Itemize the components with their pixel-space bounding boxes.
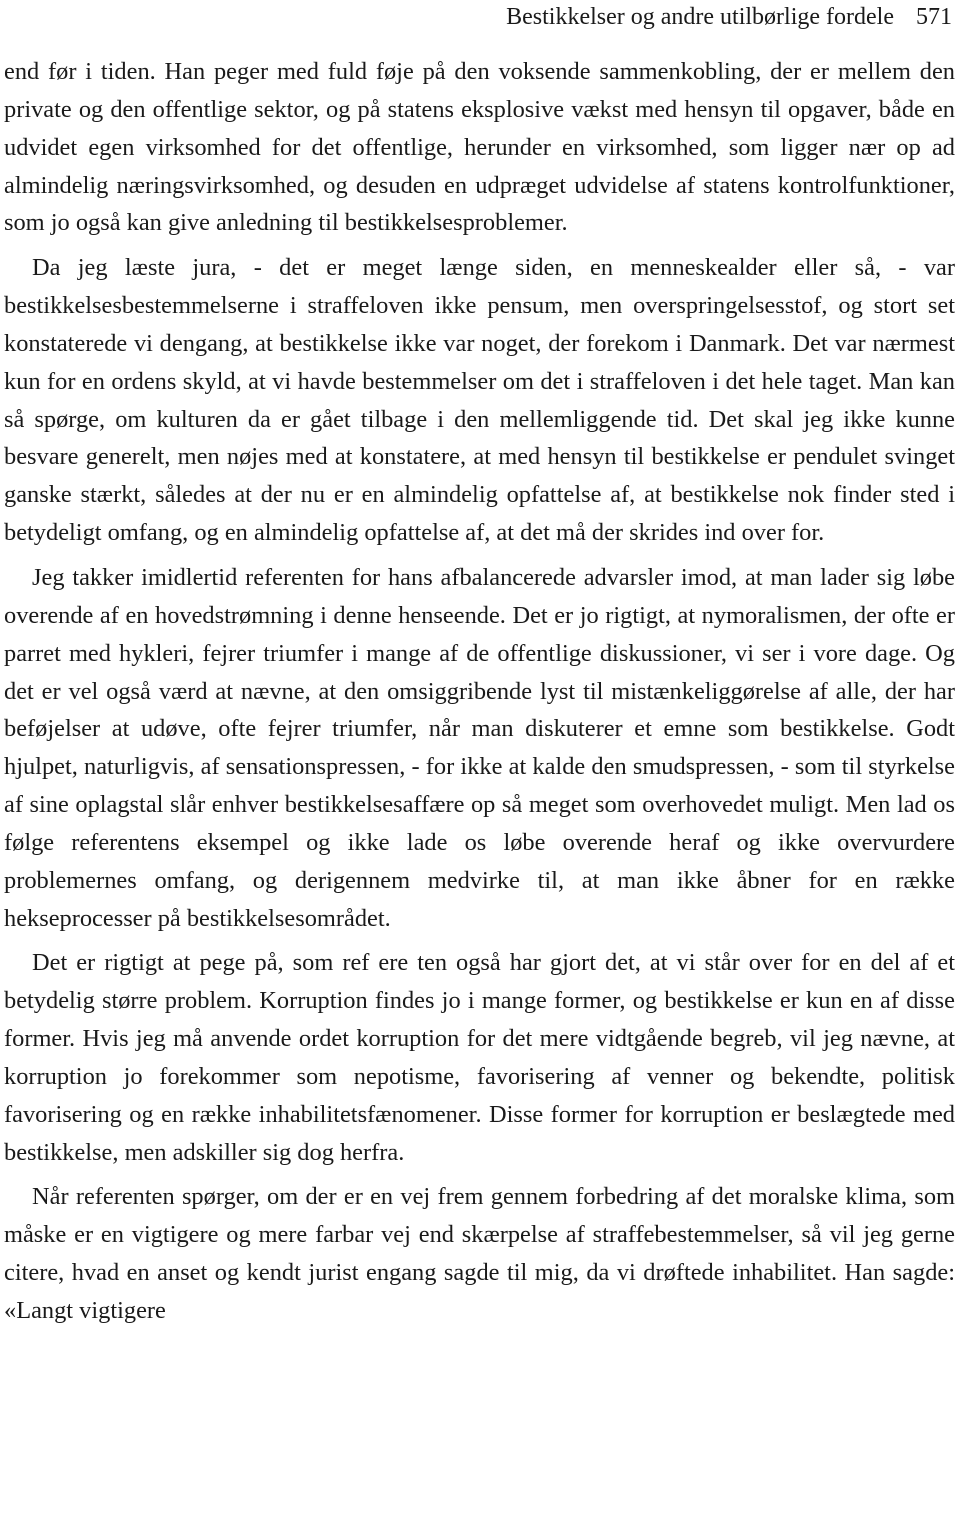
paragraph: Det er rigtigt at pege på, som ref ere ten også har gjort det, at vi står over for en del af et betydelig større problem. Korruption findes jo i mange former, og bestikkelse er kun en af disse former. Hvis jeg må anvende ordet korruption for det mere vidtgående begreb, vil jeg nævne, at korruption jo forekommer som nepotisme, favorisering af venner og bekendte, politisk favorisering og en række inhabilitetsfænomener. Disse former for korruption er beslægtede med bestikkelse, men adskiller sig dog herfra. (4, 949, 955, 1166)
body-text (4, 53, 955, 1337)
paragraph: Når referenten spørger, om der er en vej frem gennem forbedring af det moralske klima, som måske er en vigtigere og mere farbar vej end skærpelse af straffebestemmelser, så vil jeg gerne citere, hvad en anset og kendt jurist engang sagde til mig, da vi drøftede inhabilitet. Han sagde: «Langt vigtigere (4, 1183, 955, 1324)
paragraph: Jeg takker imidlertid referenten for hans afbalancerede advarsler imod, at man lader sig løbe overende af en hovedstrømning i denne henseende. Det er jo rigtigt, at nymoralismen, der ofte er parret med hykleri, fejrer triumfer i mange af de offentlige diskussioner, vi ser i vore dage. Og det er vel også værd at nævne, at den omsiggribende lyst til mistænkeliggørelse af alle, der har beføjelser at udøve, ofte fejrer triumfer, når man diskuterer et emne som bestikkelse. Godt hjulpet, naturligvis, af sensationspressen, - for ikke at kalde den smudspressen, - som til styrkelse af sine oplagstal slår enhver bestikkelsesaffære op så meget som overhovedet muligt. Men lad os følge referentens eksempel og ikke lade os løbe overende heraf og ikke overvurdere problemernes omfang, og derigennem medvirke til, at man ikke åbner for en række hekseprocesser på bestikkelsesområdet. (4, 563, 955, 932)
paragraph: Da jeg læste jura, - det er meget længe siden, en menneskealder eller så, - var bestikkelsesbestemmelserne i straffeloven ikke pensum, men overspringelsesstof, og stort set konstaterede vi dengang, at bestikkelse ikke var noget, der forekom i Danmark. Det var nærmest kun for en ordens skyld, at vi havde bestemmelser om det i straffeloven i det hele taget. Man kan så spørge, om kulturen da er gået tilbage i den mellemliggende tid. Det skal jeg ikke kunne besvare generelt, men nøjes med at konstatere, at med hensyn til bestikkelse er pendulet svinget ganske stærkt, således at der nu er en almindelig opfattelse af, at bestikkelse nok finder sted i betydeligt omfang, og en almindelig opfattelse af, at det må der skrides ind over for. (4, 254, 955, 547)
running-title: Bestikkelser og andre utilbørlige fordele (506, 4, 894, 30)
running-header (506, 2, 952, 32)
paragraph: end før i tiden. Han peger med fuld føje på den voksende sammenkobling, der er mellem den private og den offentlige sektor, og på statens eksplosive vækst med hensyn til opgaver, både en udvidet egen virksomhed for det offentlige, herunder en virksomhed, som ligger nær op ad almindelig næringsvirksomhed, og desuden en udpræget udvidelse af statens kontrolfunktioner, som jo også kan give anledning til bestikkelsesproblemer. (4, 58, 955, 237)
page-number: 571 (916, 4, 952, 30)
